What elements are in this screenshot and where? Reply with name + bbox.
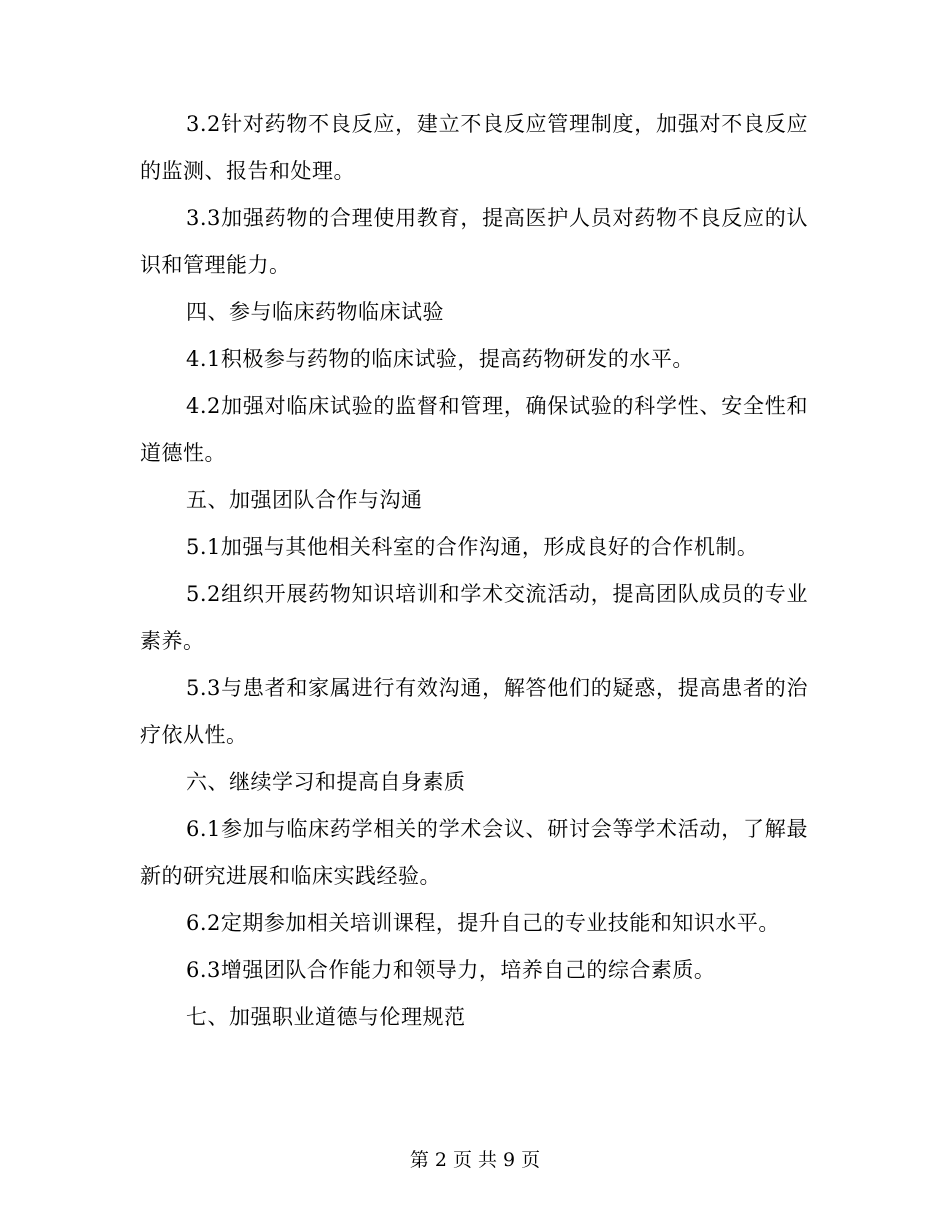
section-heading-6: 六、继续学习和提高自身素质: [186, 770, 466, 794]
paragraph-6-3: 6.3增强团队合作能力和领导力，培养自己的综合素质。: [186, 958, 716, 982]
paragraph-6-2: 6.2定期参加相关培训课程，提升自己的专业技能和知识水平。: [186, 911, 780, 935]
page-footer: 第 2 页 共 9 页: [409, 1149, 541, 1171]
paragraph-3-3: 3.3加强药物的合理使用教育，提高医护人员对药物不良反应的认识和管理能力。: [140, 206, 808, 277]
paragraph-5-1: 5.1加强与其他相关科室的合作沟通，形成良好的合作机制。: [186, 535, 759, 559]
document-body: [140, 101, 808, 1041]
paragraph-6-1: 6.1参加与临床药学相关的学术会议、研讨会等学术活动，了解最新的研究进展和临床实践经验。: [140, 817, 808, 888]
paragraph-3-2: 3.2针对药物不良反应，建立不良反应管理制度，加强对不良反应的监测、报告和处理。: [140, 112, 808, 183]
section-heading-4: 四、参与临床药物临床试验: [186, 300, 444, 324]
section-heading-7: 七、加强职业道德与伦理规范: [186, 1005, 466, 1029]
paragraph-4-1: 4.1积极参与药物的临床试验，提高药物研发的水平。: [186, 347, 694, 371]
section-heading-5: 五、加强团队合作与沟通: [186, 488, 423, 512]
paragraph-5-3: 5.3与患者和家属进行有效沟通，解答他们的疑惑，提高患者的治疗依从性。: [140, 676, 808, 747]
paragraph-4-2: 4.2加强对临床试验的监督和管理，确保试验的科学性、安全性和道德性。: [140, 394, 808, 465]
paragraph-5-2: 5.2组织开展药物知识培训和学术交流活动，提高团队成员的专业素养。: [140, 582, 808, 653]
